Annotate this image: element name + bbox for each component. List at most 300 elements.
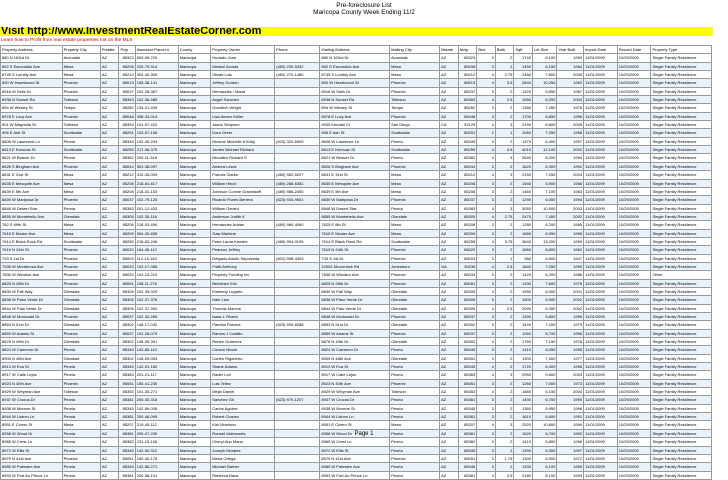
table-cell: Single Family Residence bbox=[651, 212, 712, 220]
table-cell: Phoenix bbox=[390, 196, 440, 204]
table-cell: Phoenix bbox=[62, 196, 100, 204]
table-cell: 11/01/2009 bbox=[584, 262, 618, 270]
table-cell: 10/29/2009 bbox=[617, 413, 651, 421]
table-cell bbox=[275, 471, 320, 479]
table-cell: 8608 W Lawrence Ln bbox=[320, 137, 390, 145]
table-cell: AZ bbox=[440, 62, 459, 70]
table-row bbox=[1, 396, 712, 404]
table-cell: AZ bbox=[100, 388, 119, 396]
table-cell: 1280 bbox=[514, 221, 533, 229]
table-cell: 85353 bbox=[119, 121, 135, 129]
table-cell: 4010 bbox=[514, 146, 533, 154]
table-cell: AZ bbox=[440, 237, 459, 245]
table-cell: 85051 bbox=[119, 279, 135, 287]
table-cell: 1460 bbox=[514, 187, 533, 195]
table-cell: 8626 S Bingham Ave bbox=[320, 162, 390, 170]
table-cell: 312-45-009 bbox=[135, 171, 178, 179]
table-cell: 2 bbox=[477, 129, 496, 137]
table-cell: 142-45-203 bbox=[135, 137, 178, 145]
table-cell bbox=[275, 79, 320, 87]
table-cell: Glendale bbox=[390, 304, 440, 312]
table-row bbox=[1, 87, 712, 95]
table-cell: Phoenix bbox=[62, 329, 100, 337]
table-cell: 2 bbox=[495, 313, 514, 321]
table-cell: 7619 N 24th St bbox=[1, 246, 63, 254]
table-cell: 85208 bbox=[119, 187, 135, 195]
table-cell: 85051 bbox=[119, 379, 135, 387]
table-cell: Maricopa bbox=[178, 363, 211, 371]
table-cell: 2.5 bbox=[495, 304, 514, 312]
table-cell: Single Family Residence bbox=[651, 454, 712, 462]
table-cell: 6,600 bbox=[532, 413, 556, 421]
table-cell: 8825 N 28th Dr bbox=[1, 279, 63, 287]
table-row bbox=[1, 187, 712, 195]
table-cell: 85037 bbox=[458, 313, 477, 321]
table-cell: Maricopa bbox=[178, 338, 211, 346]
table-cell: 3 bbox=[477, 187, 496, 195]
table-cell: 2480 bbox=[514, 71, 533, 79]
table-cell: 8972 W Ellis St bbox=[1, 446, 63, 454]
table-cell: Single Family Residence bbox=[651, 262, 712, 270]
table-cell: Phoenix bbox=[62, 379, 100, 387]
table-cell: 120-07-106 bbox=[135, 129, 178, 137]
table-cell: AZ bbox=[440, 338, 459, 346]
table-cell: 8985 W Palmaire Ave bbox=[320, 463, 390, 471]
table-cell: 1975 bbox=[557, 279, 584, 287]
table-cell: 85381 bbox=[119, 471, 135, 479]
table-cell: 3 bbox=[477, 112, 496, 120]
table-cell: 11/01/2009 bbox=[584, 87, 618, 95]
table-cell: 11/01/2009 bbox=[584, 313, 618, 321]
table-cell: 4 bbox=[477, 262, 496, 270]
table-cell: Peoria bbox=[62, 204, 100, 212]
table-cell: 3.75 bbox=[495, 237, 514, 245]
table-row bbox=[1, 279, 712, 287]
table-cell: 8745 S Lumbly Ave bbox=[1, 71, 63, 79]
table-cell: 3 bbox=[477, 463, 496, 471]
table-cell: 2 bbox=[495, 246, 514, 254]
table-cell: 11/01/2009 bbox=[584, 388, 618, 396]
table-cell: 148-17-032 bbox=[135, 321, 178, 329]
column-header: Import Date bbox=[584, 46, 618, 54]
table-cell: 2 bbox=[495, 363, 514, 371]
table-cell: Single Family Residence bbox=[651, 129, 712, 137]
table-cell: AZ bbox=[100, 146, 119, 154]
table-cell bbox=[275, 146, 320, 154]
table-cell: 85381 bbox=[458, 396, 477, 404]
table-cell: 1984 bbox=[557, 62, 584, 70]
table-row bbox=[1, 304, 712, 312]
table-cell: Phoenix bbox=[62, 279, 100, 287]
table-cell: 85381 bbox=[458, 471, 477, 479]
table-cell: 5,950 bbox=[532, 404, 556, 412]
table-row bbox=[1, 104, 712, 112]
table-cell: Single Family Residence bbox=[651, 321, 712, 329]
table-cell: 3 bbox=[477, 313, 496, 321]
table-cell: 218-02-153 bbox=[135, 187, 178, 195]
table-cell: 85381 bbox=[119, 429, 135, 437]
table-cell bbox=[275, 229, 320, 237]
table-cell: Single Family Residence bbox=[651, 104, 712, 112]
table-cell: 10/29/2009 bbox=[617, 121, 651, 129]
table-cell: 1947 bbox=[557, 254, 584, 262]
table-cell: Ricardo Flores Berrera bbox=[211, 196, 275, 204]
table-cell: Single Family Residence bbox=[651, 79, 712, 87]
table-cell: Scottsdale bbox=[390, 146, 440, 154]
column-header: Property Owner bbox=[211, 46, 275, 54]
table-cell: 1650 bbox=[514, 229, 533, 237]
table-cell: 8905 N 48th Ave bbox=[320, 354, 390, 362]
table-cell: (480) 270-1480 bbox=[275, 71, 320, 79]
table-cell: AZ bbox=[440, 438, 459, 446]
table-cell: 10,800 bbox=[532, 421, 556, 429]
table-cell: AZ bbox=[100, 271, 119, 279]
table-cell: Maricopa bbox=[178, 229, 211, 237]
table-cell: 85033 bbox=[458, 271, 477, 279]
table-cell: 1880 bbox=[514, 388, 533, 396]
table-cell: 1999 bbox=[557, 421, 584, 429]
table-cell: Isaac L Rivera bbox=[211, 313, 275, 321]
table-cell: 7,450 bbox=[532, 104, 556, 112]
table-cell: Phoenix bbox=[62, 112, 100, 120]
table-cell: Mesa bbox=[390, 62, 440, 70]
table-cell: 85353 bbox=[458, 96, 477, 104]
table-row bbox=[1, 96, 712, 104]
table-cell: Gaw Marlene bbox=[211, 229, 275, 237]
table-cell: 3 bbox=[477, 379, 496, 387]
table-cell: Mesa bbox=[62, 62, 100, 70]
table-cell: Scottsdale bbox=[390, 129, 440, 137]
table-cell: Scottsdale bbox=[390, 237, 440, 245]
table-cell: AZ bbox=[100, 187, 119, 195]
table-cell: 85051 bbox=[458, 279, 477, 287]
table-cell: AZ bbox=[440, 79, 459, 87]
table-cell: 8938 W Monroe St bbox=[1, 404, 63, 412]
table-cell: Peoria bbox=[62, 371, 100, 379]
table-cell: AZ bbox=[100, 329, 119, 337]
table-cell: 8944 W Lisbon Ln bbox=[320, 413, 390, 421]
table-cell: 85302 bbox=[458, 321, 477, 329]
table-cell: Single Family Residence bbox=[651, 229, 712, 237]
table-cell: 8848 W Desert Star bbox=[1, 204, 63, 212]
table-cell: AZ bbox=[440, 321, 459, 329]
table-cell: 10/29/2009 bbox=[617, 96, 651, 104]
table-cell: Tempe bbox=[62, 104, 100, 112]
table-cell: 85305 bbox=[119, 296, 135, 304]
table-cell: 3 bbox=[477, 196, 496, 204]
table-cell: 10/29/2009 bbox=[617, 204, 651, 212]
table-cell: 85208 bbox=[458, 221, 477, 229]
foreclosure-table bbox=[0, 45, 712, 480]
table-row bbox=[1, 471, 712, 479]
table-cell bbox=[275, 154, 320, 162]
table-cell: 2 bbox=[495, 296, 514, 304]
table-cell: 2.75 bbox=[495, 212, 514, 220]
table-cell: Peoria bbox=[390, 471, 440, 479]
table-cell: AZ bbox=[100, 196, 119, 204]
table-cell: AZ bbox=[100, 413, 119, 421]
table-cell: James Michael Richard bbox=[211, 146, 275, 154]
table-cell: 11/01/2009 bbox=[584, 196, 618, 204]
table-row bbox=[1, 313, 712, 321]
table-cell: 8830 W Pali Way bbox=[1, 287, 63, 295]
table-cell: AZ bbox=[440, 171, 459, 179]
table-cell: 3050 bbox=[514, 204, 533, 212]
table-cell: Peoria bbox=[62, 154, 100, 162]
table-cell: 8844 W Palo Verde Dr bbox=[1, 304, 63, 312]
table-cell: 10/29/2009 bbox=[617, 246, 651, 254]
table-cell: Carlos Aguirre bbox=[211, 404, 275, 412]
table-cell: Phoenix bbox=[62, 454, 100, 462]
table-cell: Ramon J Castillo bbox=[211, 329, 275, 337]
table-cell: 6,100 bbox=[532, 54, 556, 62]
table-cell: AZ bbox=[100, 429, 119, 437]
table-cell: 11/01/2009 bbox=[584, 379, 618, 387]
table-cell: Peoria bbox=[62, 363, 100, 371]
table-cell: 2 bbox=[495, 338, 514, 346]
table-cell: 8824 W Cameron Dr bbox=[1, 346, 63, 354]
table-cell: 8608 W Lawrence Ln bbox=[1, 137, 63, 145]
table-row bbox=[1, 262, 712, 270]
table-cell: 8979 N 41st Ave bbox=[320, 454, 390, 462]
table-cell: AZ bbox=[440, 279, 459, 287]
table-cell: 8913 W Eva St bbox=[1, 363, 63, 371]
table-row bbox=[1, 154, 712, 162]
table-cell: AZ bbox=[100, 454, 119, 462]
table-cell: Phoenix bbox=[390, 379, 440, 387]
table-cell: 102-28-079 bbox=[135, 329, 178, 337]
table-cell: Maricopa bbox=[178, 463, 211, 471]
table-cell: Single Family Residence bbox=[651, 421, 712, 429]
table-cell: 85255 bbox=[119, 237, 135, 245]
table-cell: 733 S 1st Dr bbox=[320, 254, 390, 262]
table-cell: 8965 W Crest Ln bbox=[320, 438, 390, 446]
table-cell: 8844 W Palo Verde Dr bbox=[320, 304, 390, 312]
table-cell: 11/01/2009 bbox=[584, 271, 618, 279]
table-cell: Monroe Michelle A Kirby bbox=[211, 137, 275, 145]
table-row bbox=[1, 129, 712, 137]
table-cell: 1260 bbox=[514, 379, 533, 387]
table-cell: 1999 bbox=[557, 262, 584, 270]
table-body bbox=[1, 54, 712, 480]
table-cell: Peoria bbox=[62, 396, 100, 404]
column-header: Bed bbox=[477, 46, 496, 54]
table-cell: 11/01/2009 bbox=[584, 112, 618, 120]
table-cell: 1985 bbox=[557, 221, 584, 229]
table-cell: 2003 bbox=[557, 96, 584, 104]
table-cell: AZ bbox=[100, 404, 119, 412]
table-row bbox=[1, 71, 712, 79]
table-cell: Single Family Residence bbox=[651, 429, 712, 437]
table-cell: AZ bbox=[440, 154, 459, 162]
table-cell: AZ bbox=[100, 212, 119, 220]
table-cell: 8917 W Calle Lejos bbox=[320, 371, 390, 379]
table-cell: Single Family Residence bbox=[651, 246, 712, 254]
table-cell: 8839 W Mariposa Dr bbox=[320, 196, 390, 204]
table-cell: Single Family Residence bbox=[651, 112, 712, 120]
table-cell: (480) 994-0105 bbox=[275, 237, 320, 245]
table-cell: 85212 bbox=[119, 71, 135, 79]
table-cell bbox=[275, 112, 320, 120]
table-cell: Fratti Anthony bbox=[211, 262, 275, 270]
table-cell: 906 E Ash St bbox=[320, 129, 390, 137]
table-cell: Phoenix bbox=[390, 246, 440, 254]
table-cell: 6,400 bbox=[532, 137, 556, 145]
table-cell: 9,800 bbox=[532, 371, 556, 379]
website-banner[interactable]: Visit http://www.InvestmentRealEstateCorner.com bbox=[0, 27, 713, 36]
table-cell: 85255 bbox=[458, 237, 477, 245]
table-cell: AZ bbox=[100, 154, 119, 162]
table-cell: 2 bbox=[495, 112, 514, 120]
table-cell: Mejia Daniel bbox=[211, 388, 275, 396]
table-cell: Maricopa bbox=[178, 154, 211, 162]
table-cell: Maricopa bbox=[178, 246, 211, 254]
table-cell: Maricopa bbox=[178, 421, 211, 429]
table-cell: 11/01/2009 bbox=[584, 54, 618, 62]
table-cell: 7,200 bbox=[532, 321, 556, 329]
table-cell: AZ bbox=[100, 438, 119, 446]
table-cell: Peoria bbox=[62, 438, 100, 446]
table-cell: Peoria bbox=[390, 346, 440, 354]
table-cell: AZ bbox=[440, 71, 459, 79]
table-cell: 6,950 bbox=[532, 229, 556, 237]
table-cell: Mesa bbox=[390, 71, 440, 79]
table-cell: Maricopa bbox=[178, 262, 211, 270]
column-header: County bbox=[178, 46, 211, 54]
table-cell: Mesa bbox=[62, 171, 100, 179]
table-row bbox=[1, 388, 712, 396]
table-cell: Single Family Residence bbox=[651, 162, 712, 170]
table-cell: AZ bbox=[440, 254, 459, 262]
table-cell: 85345 bbox=[119, 137, 135, 145]
table-cell: 2002 bbox=[557, 212, 584, 220]
table-cell: AZ bbox=[440, 346, 459, 354]
table-cell: 5,900 bbox=[532, 296, 556, 304]
table-cell: 85048 bbox=[458, 112, 477, 120]
table-cell: 85051 bbox=[119, 454, 135, 462]
table-cell: 3 bbox=[477, 329, 496, 337]
table-cell: 10/29/2009 bbox=[617, 154, 651, 162]
table-cell: 8917 W Calle Lejos bbox=[1, 371, 63, 379]
table-cell: 2005 bbox=[557, 71, 584, 79]
table-cell: Francis Clarke bbox=[211, 171, 275, 179]
table-cell bbox=[275, 338, 320, 346]
table-cell: AZ bbox=[440, 162, 459, 170]
table-cell: Peoria bbox=[390, 371, 440, 379]
table-cell: Single Family Residence bbox=[651, 287, 712, 295]
table-cell: 8839 W Mariposa Dr bbox=[1, 196, 63, 204]
table-cell: 11/01/2009 bbox=[584, 446, 618, 454]
table-cell: AZ bbox=[100, 421, 119, 429]
table-cell: Maricopa bbox=[178, 471, 211, 479]
table-cell: 1.75 bbox=[495, 454, 514, 462]
table-cell: Sanchez Gil bbox=[211, 396, 275, 404]
table-cell: 85302 bbox=[119, 321, 135, 329]
table-cell: Phoenix bbox=[390, 313, 440, 321]
table-row bbox=[1, 112, 712, 120]
table-cell: 85353 bbox=[458, 388, 477, 396]
table-cell: 2 bbox=[495, 463, 514, 471]
table-cell: 2 bbox=[495, 287, 514, 295]
table-row bbox=[1, 329, 712, 337]
table-cell: Single Family Residence bbox=[651, 254, 712, 262]
table-cell: 10/29/2009 bbox=[617, 354, 651, 362]
table-cell: 85353 bbox=[119, 96, 135, 104]
table-cell: AZ bbox=[440, 246, 459, 254]
table-cell: Peoria bbox=[62, 404, 100, 412]
table-cell: 6,000 bbox=[532, 196, 556, 204]
table-cell: 85037 bbox=[119, 329, 135, 337]
table-cell: 3 bbox=[495, 204, 514, 212]
table-cell: 8913 W Eva St bbox=[320, 363, 390, 371]
table-cell: Tolleson bbox=[62, 121, 100, 129]
table-cell: 3 bbox=[477, 54, 496, 62]
table-cell: 3 bbox=[477, 271, 496, 279]
table-cell: 2470 bbox=[514, 212, 533, 220]
table-cell: 3 bbox=[477, 446, 496, 454]
table-cell: 6,700 bbox=[532, 396, 556, 404]
table-cell: 5,800 bbox=[532, 438, 556, 446]
table-cell: 3 bbox=[477, 279, 496, 287]
table-cell: 4 bbox=[477, 204, 496, 212]
table-cell: 85383 bbox=[458, 204, 477, 212]
table-cell: 2 bbox=[495, 271, 514, 279]
table-cell: 10/29/2009 bbox=[617, 196, 651, 204]
table-cell: 10/29/2009 bbox=[617, 212, 651, 220]
table-cell: Glendale bbox=[62, 287, 100, 295]
table-cell: AZ bbox=[440, 229, 459, 237]
table-cell: 11/01/2009 bbox=[584, 296, 618, 304]
table-cell: Pearson Jeffrey bbox=[211, 246, 275, 254]
table-row bbox=[1, 179, 712, 187]
table-cell bbox=[275, 446, 320, 454]
table-cell: AZ bbox=[100, 262, 119, 270]
table-cell: Maricopa bbox=[178, 346, 211, 354]
table-cell: 10/29/2009 bbox=[617, 187, 651, 195]
table-cell: 11/01/2009 bbox=[584, 346, 618, 354]
table-cell: 85382 bbox=[458, 438, 477, 446]
table-cell: 10/29/2009 bbox=[617, 62, 651, 70]
table-cell: 11/01/2009 bbox=[584, 237, 618, 245]
table-cell: 304-40-305 bbox=[135, 71, 178, 79]
table-cell: 10/29/2009 bbox=[617, 371, 651, 379]
table-cell: Single Family Residence bbox=[651, 121, 712, 129]
table-cell: Maricopa bbox=[178, 454, 211, 462]
table-cell: 10/29/2009 bbox=[617, 54, 651, 62]
table-cell: 8923 N 40th Ave bbox=[320, 379, 390, 387]
table-cell: Single Family Residence bbox=[651, 62, 712, 70]
table-cell: 11/01/2009 bbox=[584, 171, 618, 179]
table-cell: 102-17-085 bbox=[135, 262, 178, 270]
table-cell: Thomas Marcus bbox=[211, 304, 275, 312]
column-header: Property City bbox=[62, 46, 100, 54]
table-cell: 10/29/2009 bbox=[617, 287, 651, 295]
table-cell: Angel Sanchez bbox=[211, 96, 275, 104]
table-cell: AZ bbox=[440, 371, 459, 379]
table-cell: 2 bbox=[495, 104, 514, 112]
table-cell: Peoria bbox=[390, 438, 440, 446]
table-cell: 1978 bbox=[557, 338, 584, 346]
table-cell: 11/01/2009 bbox=[584, 104, 618, 112]
table-cell: 8613 E Kerouac St bbox=[320, 146, 390, 154]
table-cell: 231-15-106 bbox=[135, 438, 178, 446]
table-cell: 4 bbox=[477, 371, 496, 379]
table-cell bbox=[275, 204, 320, 212]
table-cell: 10/29/2009 bbox=[617, 137, 651, 145]
table-cell: (480) 239-5332 bbox=[275, 62, 320, 70]
table-cell: 10/29/2009 bbox=[617, 438, 651, 446]
table-cell: 1986 bbox=[557, 271, 584, 279]
